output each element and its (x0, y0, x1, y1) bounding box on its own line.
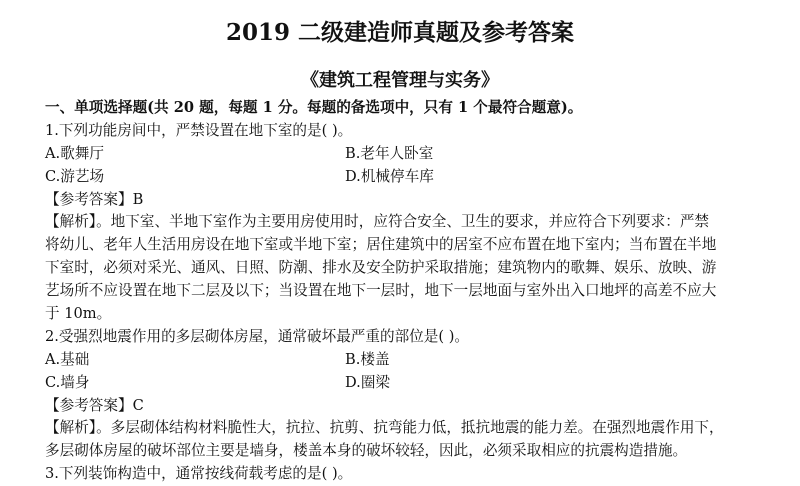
analysis-line: 下室时，必须对采光、通风、日照、防潮、排水及安全防护采取措施；建筑物内的歌舞、娱乐、放映、游 (45, 259, 717, 277)
analysis-line: 艺场所不应设置在地下二层及以下；当设置在地下一层时，地下一层地面与室外出入口地坪的高差不应大 (45, 282, 717, 300)
option-a: A.歌舞厅 (45, 144, 104, 162)
option-c: C.墙身 (45, 373, 90, 391)
analysis-line: 【解析】。多层砌体结构材料脆性大，抗拉、抗剪、抗弯能力低，抵抗地震的能力差。在强烈地震作用下， (45, 419, 724, 437)
question-3 (45, 463, 765, 486)
document-subtitle: 《建筑工程管理与实务》 (301, 70, 499, 91)
option-d: D.圈梁 (345, 373, 391, 391)
option-b: B.老年人卧室 (345, 144, 434, 162)
option-d: D.机械停车库 (345, 167, 434, 185)
question-2 (45, 326, 765, 463)
document-body (45, 97, 765, 486)
section-heading: 一、单项选择题(共 20 题，每题 1 分。每题的备选项中，只有 1 个最符合题意)。 (45, 99, 583, 116)
document-title: 2019 二级建造师真题及参考答案 (225, 19, 575, 46)
option-a: A.基础 (45, 350, 90, 368)
question-stem: 2.受强烈地震作用的多层砌体房屋，通常破坏最严重的部位是( )。 (45, 327, 469, 345)
reference-answer: 【参考答案】C (45, 396, 144, 414)
analysis-line: 【解析】。地下室、半地下室作为主要用房使用时，应符合安全、卫生的要求，并应符合下列要求：严禁 (45, 213, 710, 231)
reference-answer: 【参考答案】B (45, 190, 144, 208)
option-c: C.游艺场 (45, 167, 105, 185)
analysis-line: 多层砌体房屋的破坏部位主要是墙身，楼盖本身的破坏较轻，因此，必须采取相应的抗震构造措施。 (45, 442, 688, 460)
analysis-line: 于 10m。 (45, 305, 112, 323)
question-stem: 3.下列装饰构造中，通常按线荷载考虑的是( )。 (45, 465, 353, 483)
analysis-line: 将幼儿、老年人生活用房设在地下室或半地下室；居住建筑中的居室不应布置在地下室内；当布置在半地 (45, 236, 717, 254)
option-b: B.楼盖 (345, 350, 390, 368)
question-1 (45, 120, 765, 326)
question-stem: 1.下列功能房间中，严禁设置在地下室的是( )。 (45, 121, 353, 139)
